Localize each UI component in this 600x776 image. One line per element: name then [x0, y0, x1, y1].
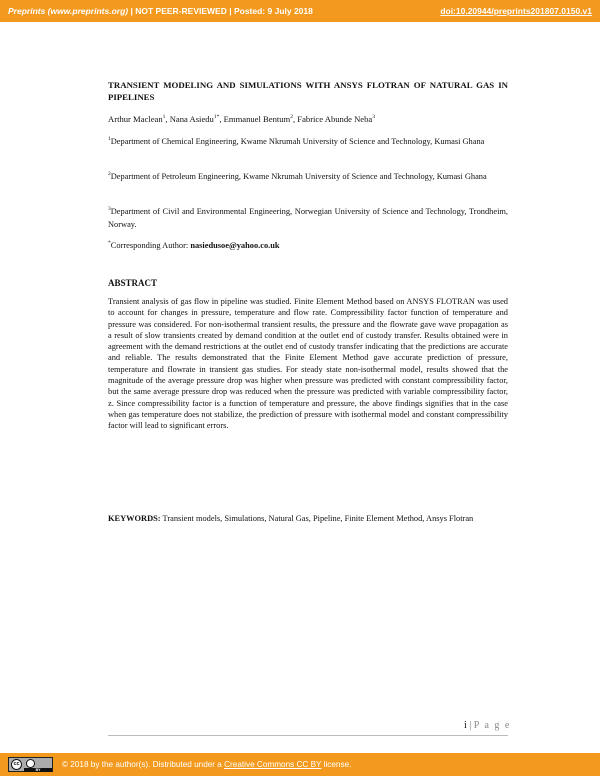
- license-footer-bar: [0, 753, 600, 776]
- preprints-link[interactable]: Preprints (www.preprints.org): [8, 6, 129, 16]
- preprint-header-bar: [0, 0, 600, 22]
- author-name: Emmanuel Bentum: [223, 114, 291, 124]
- author-affiliation-mark: 1*: [213, 114, 220, 121]
- license-suffix: license.: [321, 760, 352, 769]
- header-separator: |: [226, 6, 234, 16]
- abstract-heading: ABSTRACT: [108, 278, 158, 288]
- author-name: Nana Asiedu: [169, 114, 214, 124]
- doi-link[interactable]: doi:10.20944/preprints201807.0150.v1: [440, 6, 592, 16]
- affiliation-text: Department of Petroleum Engineering, Kwame Nkrumah University of Science and Technology, Kumasi Ghana: [110, 172, 487, 181]
- author-affiliation-mark: 2: [290, 114, 293, 121]
- affiliation-mark: 2: [108, 171, 111, 178]
- license-link[interactable]: Creative Commons CC BY: [224, 760, 322, 769]
- affiliation-mark: 1: [108, 136, 111, 143]
- corresponding-author: [108, 241, 280, 250]
- license-text: [62, 760, 351, 769]
- affiliation-text: Department of Chemical Engineering, Kwame Nkrumah University of Science and Technology, Kumasi Ghana: [110, 137, 485, 146]
- affiliation-mark: 3: [108, 206, 111, 213]
- affiliation-1: [108, 135, 508, 148]
- keywords: [108, 513, 508, 525]
- corresponding-mark: *: [108, 240, 111, 247]
- keywords-label: KEYWORDS:: [108, 514, 161, 523]
- affiliation-2: [108, 170, 508, 183]
- affiliation-text: Department of Civil and Environmental Engineering, Norwegian University of Science and Technology, Trondheim, Norway.: [108, 207, 508, 229]
- author-name: Arthur Maclean: [108, 114, 163, 124]
- by-label: BY: [24, 768, 52, 772]
- paper-title: TRANSIENT MODELING AND SIMULATIONS WITH ANSYS FLOTRAN OF NATURAL GAS IN PIPELINES: [108, 80, 508, 102]
- keywords-text: Transient models, Simulations, Natural Gas, Pipeline, Finite Element Method, Ansys Flotran: [160, 514, 474, 523]
- cc-icon: cc: [11, 759, 22, 770]
- author-list: [108, 114, 375, 124]
- page-number-rule: [108, 735, 508, 736]
- affiliation-3: [108, 205, 508, 231]
- author-separator: ,: [219, 114, 224, 124]
- author-name: Fabrice Abunde Neba: [297, 114, 373, 124]
- abstract-text: Transient analysis of gas flow in pipeline was studied. Finite Element Method based on ANSYS FLOTRAN was used to account for changes in pressure, temperature and flow rate. Compressibility factor function of temperature and pressure was considered. For non-isothermal transient results, the pressure and the flowrate gave wave propagation as a result of slow transients created by demand condition at the outlet end of custody transfer. Results obtained were in agreement with the demand restrictions at the outlet end of custody transfer indicating that the predictions are accurate and reliable. The results demonstrated that the Finite Element Method gave accurate prediction of pressure, temperature and flowrate in transient gas studies. For steady state non-isothermal model, results showed that the magnitude of the average pressure drop was higher when pressure was predicted with constant compressibility factor, but the same average pressure drop was reduced when the pressure was predicted with variable compressibility factor, z. Since compressibility factor is a function of temperature and pressure, the above findings signifies that in the case when gas temperature does not stabilize, the prediction of pressure with isothermal model and constant compressibility factor will lead to significant errors.: [108, 297, 508, 431]
- page-number-separator: |: [466, 720, 474, 731]
- posted-date: Posted: 9 July 2018: [233, 6, 313, 16]
- header-left: [8, 6, 313, 16]
- attribution-person-icon: [26, 759, 35, 768]
- corresponding-email[interactable]: nasiedusoe@yahoo.co.uk: [190, 241, 280, 250]
- page-number: [464, 720, 511, 731]
- author-separator: ,: [293, 114, 298, 124]
- page-label: P a g e: [473, 720, 511, 731]
- author-separator: ,: [165, 114, 170, 124]
- corresponding-label: Corresponding Author:: [110, 241, 191, 250]
- author-affiliation-mark: 3: [372, 114, 375, 121]
- license-prefix: © 2018 by the author(s). Distributed under a: [62, 760, 225, 769]
- author-affiliation-mark: 1: [162, 114, 166, 121]
- page-number-value: i: [464, 720, 467, 731]
- cc-by-license-badge[interactable]: [8, 757, 53, 772]
- review-status: NOT PEER-REVIEWED: [135, 6, 227, 16]
- header-separator: |: [128, 6, 136, 16]
